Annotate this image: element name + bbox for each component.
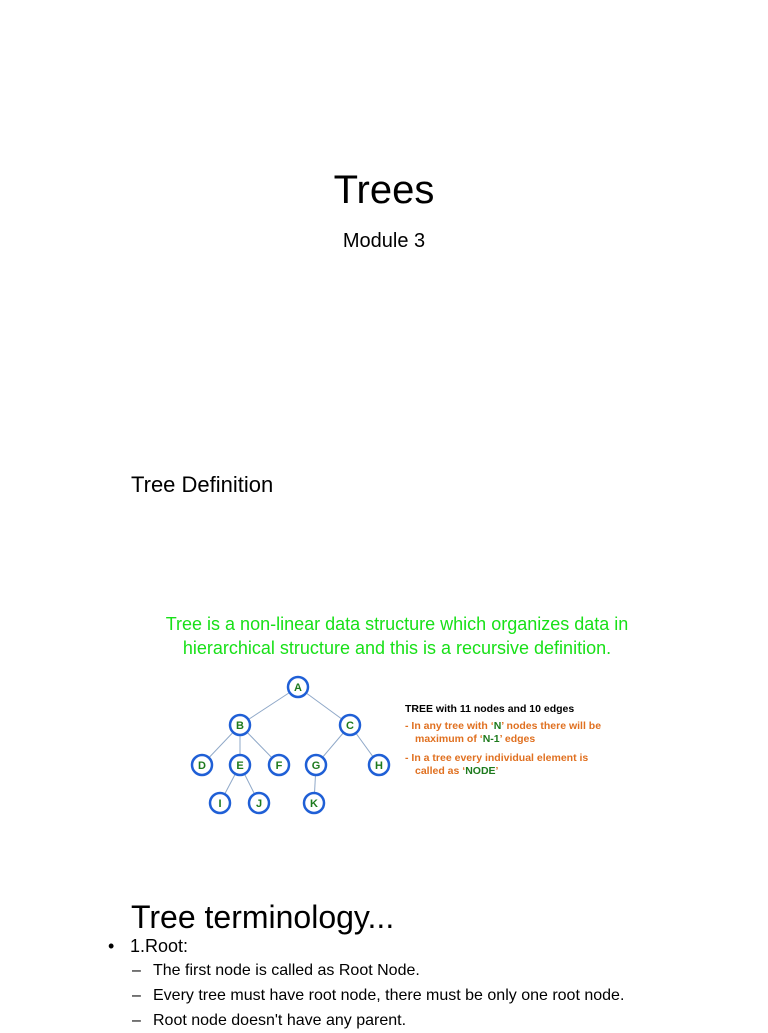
tree-node-label-i: I: [218, 798, 222, 810]
caption-title: TREE with 11 nodes and 10 edges: [405, 703, 575, 715]
terminology-list: [108, 934, 758, 1033]
bullet1-mid: ’ nodes there will be maximum of ‘: [415, 720, 602, 745]
tree-node-label-g: G: [311, 760, 321, 772]
tree-node-label-j: J: [255, 798, 263, 810]
subitem-text: The first node is called as Root Node.: [153, 962, 420, 979]
tree-node-label-h: H: [375, 760, 383, 772]
slide-subtitle: Module 3: [342, 230, 426, 252]
tree-node-label-d: D: [198, 760, 206, 772]
subitem-text: Every tree must have root node, there must be only one root node.: [153, 987, 625, 1004]
dash-marker: –: [132, 962, 141, 979]
tree-node-label-b: B: [236, 720, 244, 732]
terminology-heading: Tree terminology...: [131, 899, 395, 935]
bullet1-post: ’ edges: [499, 733, 536, 745]
definition-line-2: hierarchical structure and this is a recursive definition.: [182, 638, 612, 658]
tree-node-label-k: K: [310, 798, 318, 810]
list-subitem: [108, 983, 758, 1008]
diagram-caption: [405, 703, 605, 784]
tree-edges: [202, 687, 379, 803]
dash-marker: –: [132, 1012, 141, 1029]
caption-bullet-node: [405, 752, 605, 778]
definition-text: [100, 612, 694, 660]
tree-node-label-f: F: [275, 760, 283, 772]
subitem-text: Root node doesn't have any parent.: [153, 1012, 407, 1029]
section-heading: Tree Definition: [131, 472, 274, 497]
tree-node-label-a: A: [294, 682, 302, 694]
list-subitem: [108, 958, 758, 983]
list-item-root: • 1.Root:: [108, 934, 758, 958]
tree-node-label-c: C: [346, 720, 354, 732]
bullet1-pre: - In any tree with ‘: [405, 720, 494, 732]
slide-title: Trees: [333, 168, 435, 212]
bullet1-n: N: [493, 720, 502, 732]
dash-marker: –: [132, 987, 141, 1004]
bullet2-pre: - In a tree every individual element is called as ‘: [405, 752, 589, 777]
bullet2-node: NODE: [465, 765, 496, 777]
definition-line-1: Tree is a non-linear data structure which organizes data in: [165, 614, 629, 634]
bullet2-post: ’: [495, 765, 499, 777]
list-subitem: [108, 1008, 758, 1033]
bullet1-n1: N-1: [482, 733, 500, 745]
caption-bullet-edges: [405, 720, 605, 746]
tree-node-label-e: E: [236, 760, 244, 772]
